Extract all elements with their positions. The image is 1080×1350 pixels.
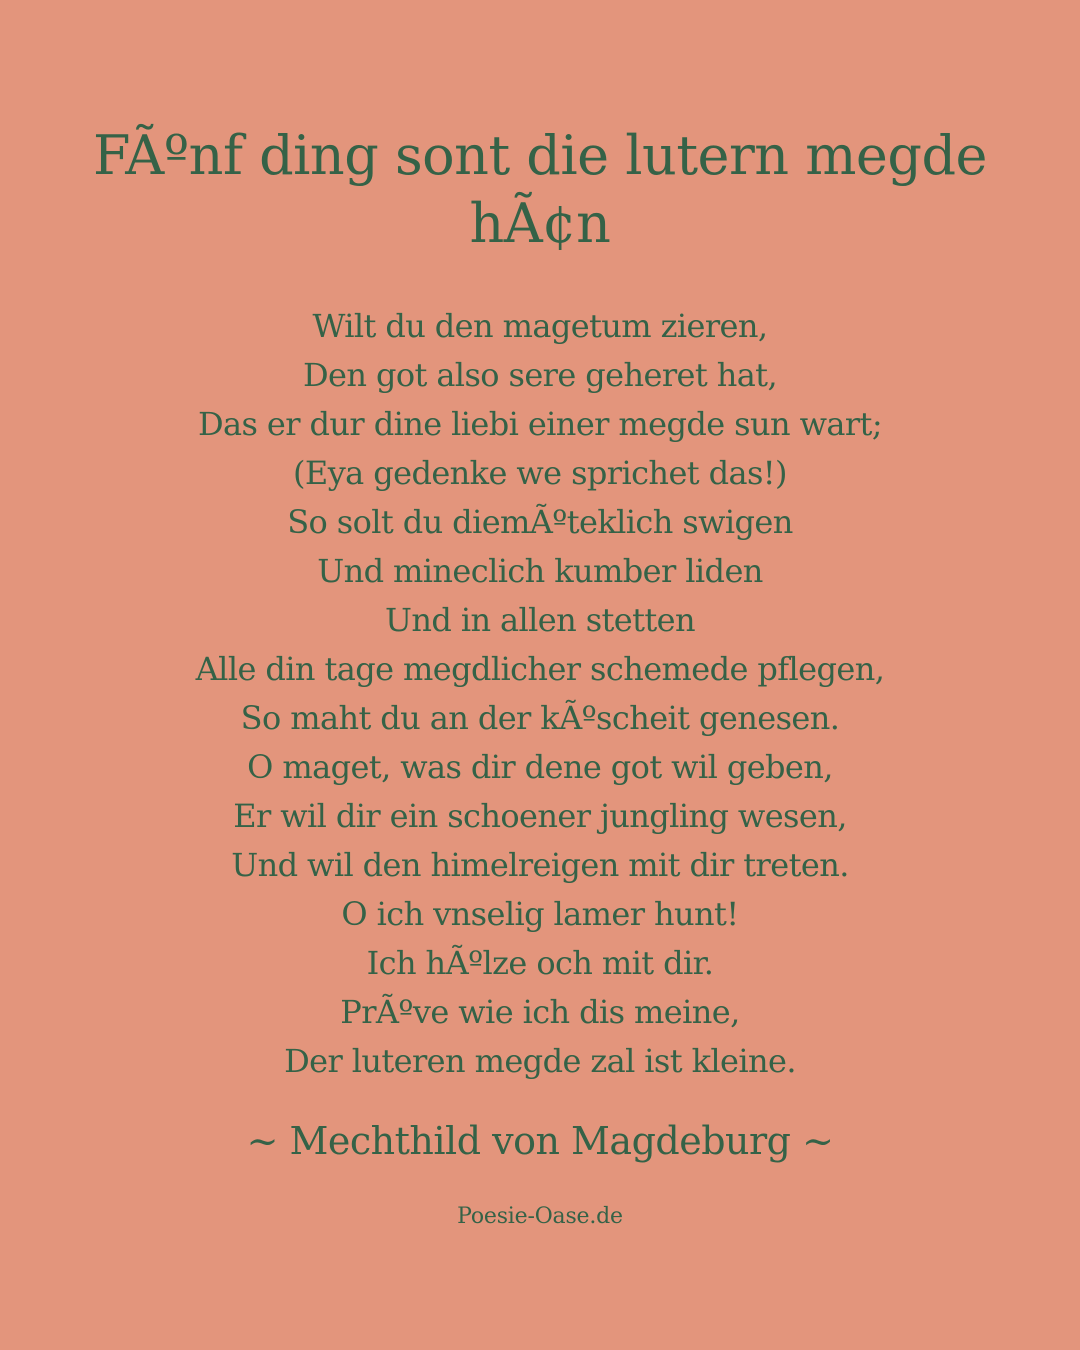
poem-line: So maht du an der kÃºscheit genesen. — [240, 699, 840, 737]
poem-line: So solt du diemÃºteklich swigen — [287, 503, 793, 541]
poem-line: O maget, was dir dene got wil geben, — [247, 748, 833, 786]
site-credit: Poesie-Oase.de — [457, 1204, 623, 1229]
poem-line: O ich vnselig lamer hunt! — [341, 895, 739, 933]
poem-line: Und wil den himelreigen mit dir treten. — [231, 846, 849, 884]
poem-line: Das er dur dine liebi einer megde sun wart; — [198, 405, 882, 443]
poem-line: PrÃºve wie ich dis meine, — [340, 993, 740, 1031]
poem-line: Der luteren megde zal ist kleine. — [284, 1042, 796, 1080]
poem-line: (Eya gedenke we sprichet das!) — [293, 454, 787, 492]
poem-line: Alle din tage megdlicher schemede pflegen, — [195, 650, 885, 688]
poem-lines — [40, 302, 1040, 1086]
poem-line: Und mineclich kumber liden — [317, 552, 763, 590]
poem-line: Ich hÃºlze och mit dir. — [366, 944, 714, 982]
poem-line: Und in allen stetten — [384, 601, 695, 639]
poem-line: Er wil dir ein schoener jungling wesen, — [233, 797, 847, 835]
poem-line: Den got also sere geheret hat, — [302, 356, 778, 394]
poem-author: ~ Mechthild von Magdeburg ~ — [246, 1119, 834, 1163]
poem-title: FÃºnf ding sont die lutern megde hÃ¢n — [93, 124, 987, 255]
poem-line: Wilt du den magetum zieren, — [312, 307, 768, 345]
